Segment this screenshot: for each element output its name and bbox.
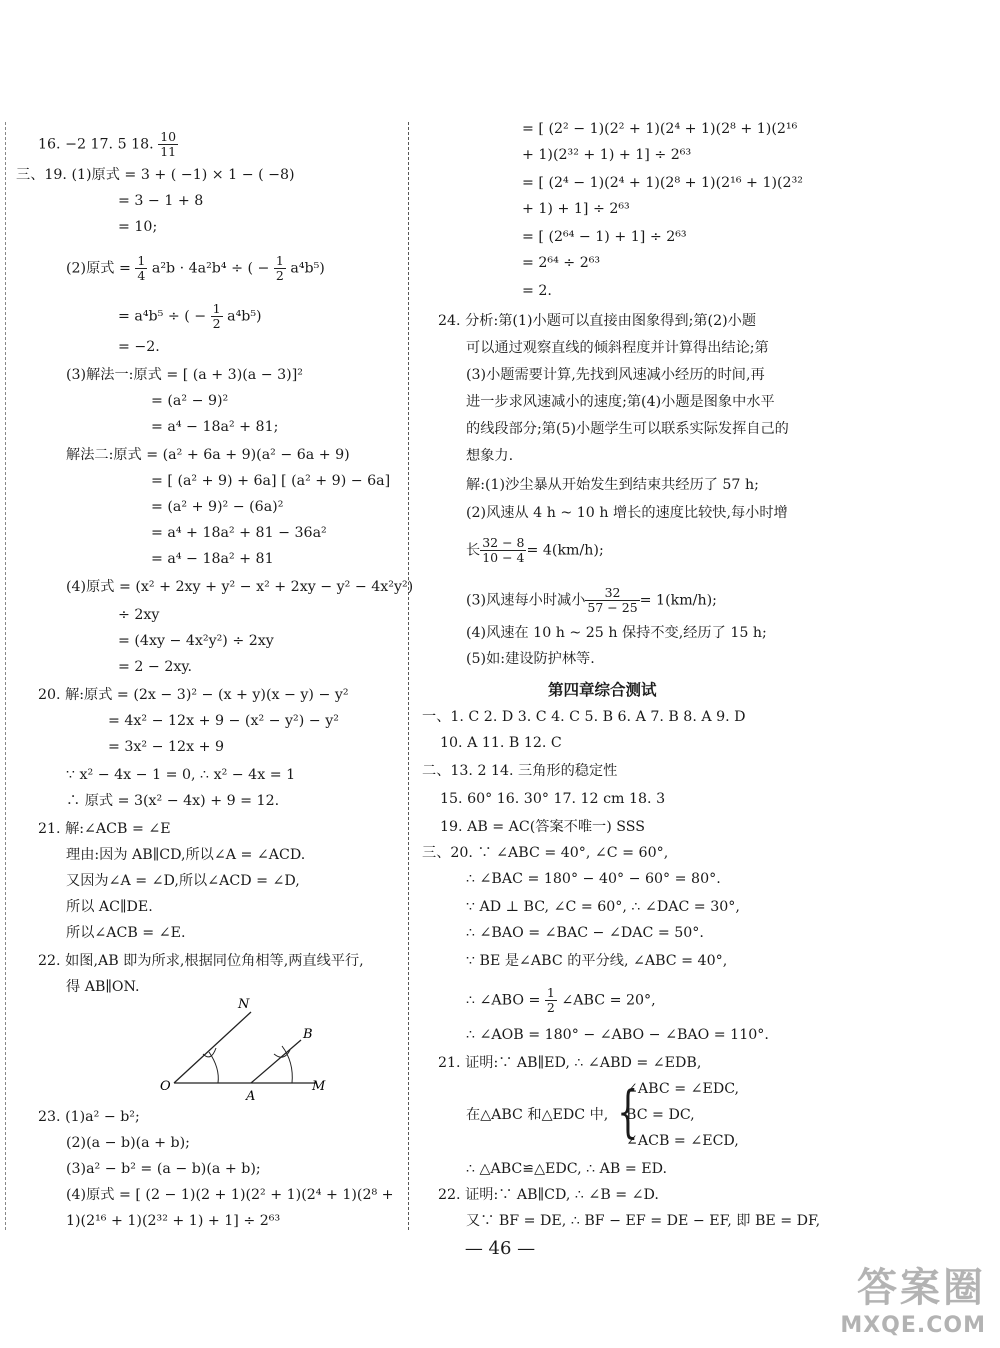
fraction-denominator: 11 [160, 144, 177, 159]
answer-line: (3)a² − b² = (a − b)(a + b); [66, 1161, 261, 1177]
section-heading: 第四章综合测试 [548, 681, 657, 699]
answer-text: = 1(km/h); [639, 592, 717, 609]
answer-line: 理由:因为 AB∥CD,所以∠A = ∠ACD. [66, 847, 306, 863]
answer-line: = a⁴ − 18a² + 81; [151, 419, 279, 435]
answer-line: 20. 解:原式 = (2x − 3)² − (x + y)(x − y) − y² [38, 687, 349, 703]
answer-line: ∴ ∠BAO = ∠BAC − ∠DAC = 50°. [466, 925, 704, 941]
answer-line: = 3 − 1 + 8 [118, 193, 204, 209]
fraction [274, 254, 286, 283]
answer-line: = (a² + 9)² − (6a)² [151, 499, 284, 515]
answer-line: = 2⁶⁴ ÷ 2⁶³ [522, 255, 601, 271]
answer-line [466, 536, 604, 565]
answer-line: = 2. [522, 283, 552, 299]
fraction-denominator: 2 [212, 316, 221, 331]
answer-text: ∴ ∠ABO = [466, 992, 541, 1009]
answer-text: a²b · 4a²b⁴ ÷ ( − [151, 260, 270, 277]
answer-line: 在△ABC 和△EDC 中, [466, 1107, 609, 1123]
answer-line: 22. 证明:∵ AB∥CD, ∴ ∠B = ∠D. [438, 1187, 659, 1203]
answer-line [38, 130, 178, 159]
fraction-denominator: 2 [275, 268, 284, 283]
answer-line: 三、19. (1)原式 = 3 + ( −1) × 1 − ( −8) [16, 167, 295, 183]
fraction [135, 254, 147, 283]
watermark-text: 答案圈 [857, 1265, 986, 1311]
line-ab [251, 1040, 301, 1083]
page-number: — 46 — [464, 1238, 536, 1259]
answer-line: = 3x² − 12x + 9 [108, 739, 225, 755]
answer-line: 进一步求风速减小的速度;第(4)小题是图象中水平 [466, 394, 775, 410]
brace: { [617, 1080, 639, 1145]
fraction-numerator: 32 − 8 [482, 535, 525, 550]
answer-line: ∴ ∠AOB = 180° − ∠ABO − ∠BAO = 110°. [466, 1027, 769, 1043]
answer-line: = 10; [118, 219, 158, 235]
answer-text: = a⁴b⁵ ÷ ( − [118, 308, 207, 325]
answer-line: = a⁴ − 18a² + 81 [151, 551, 274, 567]
answer-line: + 1) + 1] ÷ 2⁶³ [522, 201, 630, 217]
answer-line: ∵ AD ⊥ BC, ∠C = 60°, ∴ ∠DAC = 30°, [466, 899, 740, 915]
answer-text: (2)原式 = [66, 260, 131, 277]
answer-text: a⁴b⁵) [290, 260, 325, 277]
answer-line: 二、13. 2 14. 三角形的稳定性 [422, 763, 618, 779]
answer-line: BC = DC, [626, 1107, 695, 1123]
answer-line: 得 AB∥ON. [66, 979, 140, 995]
answer-line: 21. 解:∠ACB = ∠E [38, 821, 171, 837]
fraction [545, 986, 557, 1015]
fraction-denominator: 2 [546, 1000, 555, 1015]
answer-line: = [ (2⁶⁴ − 1) + 1] ÷ 2⁶³ [522, 229, 687, 245]
ray-on [174, 1012, 251, 1083]
answer-line: 解法二:原式 = (a² + 6a + 9)(a² − 6a + 9) [66, 447, 350, 463]
answer-line: 解:(1)沙尘暴从开始发生到结束共经历了 57 h; [466, 477, 759, 493]
answer-line: ∴ △ABC≌△EDC, ∴ AB = ED. [466, 1161, 667, 1177]
answer-line: ∠ABC = ∠EDC, [626, 1081, 740, 1097]
answer-line: 又因为∠A = ∠D,所以∠ACD = ∠D, [66, 873, 300, 889]
answer-line [118, 302, 262, 331]
fraction-numerator: 10 [160, 129, 177, 144]
answer-line [466, 586, 717, 615]
answer-text: 长 [466, 542, 481, 559]
fraction [211, 302, 223, 331]
answer-line: = [ (2² − 1)(2² + 1)(2⁴ + 1)(2⁸ + 1)(2¹⁶ [522, 121, 798, 137]
answer-text: 16. −2 17. 5 18. [38, 136, 154, 153]
answer-line: 19. AB = AC(答案不唯一) SSS [440, 819, 645, 835]
answer-line: 一、1. C 2. D 3. C 4. C 5. B 6. A 7. B 8. A 9. D [422, 709, 746, 725]
answer-line: ÷ 2xy [118, 607, 160, 623]
answer-line: (2)风速从 4 h ~ 10 h 增长的速度比较快,每小时增 [466, 505, 788, 521]
label-a: A [246, 1089, 256, 1104]
answer-line: ∵ BE 是∠ABC 的平分线, ∠ABC = 40°, [466, 953, 728, 969]
answer-line: 所以∠ACB = ∠E. [66, 925, 186, 941]
answer-line: (4)原式 = (x² + 2xy + y² − x² + 2xy − y² − 4x²y²) [66, 579, 414, 595]
answer-line: = a⁴ + 18a² + 81 − 36a² [151, 525, 327, 541]
answer-line: 所以 AC∥DE. [66, 899, 153, 915]
answer-line: ∵ x² − 4x − 1 = 0, ∴ x² − 4x = 1 [66, 767, 296, 783]
fraction-numerator: 1 [546, 985, 555, 1000]
left-margin-rule [5, 122, 6, 1230]
fraction [158, 130, 178, 159]
answer-line: (3)小题需要计算,先找到风速减小经历的时间,再 [466, 367, 765, 383]
answer-line: ∠ACB = ∠ECD, [626, 1133, 739, 1149]
label-o: O [160, 1079, 171, 1094]
answer-text: = 4(km/h); [526, 542, 604, 559]
answer-line: 三、20. ∵ ∠ABC = 40°, ∠C = 60°, [422, 845, 669, 861]
watermark-url: MXQE.COM [840, 1313, 986, 1338]
label-b: B [303, 1027, 313, 1042]
answer-line: = (a² − 9)² [151, 393, 229, 409]
watermark-logo [840, 1256, 986, 1338]
fraction-numerator: 32 [585, 586, 639, 601]
fraction-numerator: 1 [212, 301, 221, 316]
answer-line: = [ (a² + 9) + 6a] [ (a² + 9) − 6a] [151, 473, 391, 489]
answer-line: 21. 证明:∵ AB∥ED, ∴ ∠ABD = ∠EDB, [438, 1055, 702, 1071]
answer-line: = −2. [118, 339, 160, 355]
answer-line: (4)风速在 10 h ~ 25 h 保持不变,经历了 15 h; [466, 625, 767, 641]
answer-line: 24. 分析:第(1)小题可以直接由图象得到;第(2)小题 [438, 313, 757, 329]
answer-line [466, 986, 656, 1015]
answer-line: 23. (1)a² − b²; [38, 1109, 140, 1125]
answer-line: = [ (2⁴ − 1)(2⁴ + 1)(2⁸ + 1)(2¹⁶ + 1)(2³² [522, 175, 803, 191]
answer-text: (3)风速每小时减小 [466, 592, 586, 609]
fraction-numerator: 1 [275, 253, 284, 268]
answer-line: 的线段部分;第(5)小题学生可以联系实际发挥自己的 [466, 421, 789, 437]
answer-line: = (4xy − 4x²y²) ÷ 2xy [118, 633, 274, 649]
answer-line: (5)如:建设防护林等. [466, 651, 595, 667]
answer-text: ∠ABC = 20°, [561, 992, 656, 1009]
fraction-denominator: 57 − 25 [587, 600, 638, 615]
fraction [480, 536, 526, 565]
answer-line [66, 254, 325, 283]
answer-text: a⁴b⁵) [227, 308, 262, 325]
answer-line: (3)解法一:原式 = [ (a + 3)(a − 3)]² [66, 367, 303, 383]
answer-line: = 4x² − 12x + 9 − (x² − y²) − y² [108, 713, 339, 729]
answer-line: (2)(a − b)(a + b); [66, 1135, 190, 1151]
answer-line: 可以通过观察直线的倾斜程度并计算得出结论;第 [466, 340, 769, 356]
answer-line: 1)(2¹⁶ + 1)(2³² + 1) + 1] ÷ 2⁶³ [66, 1213, 281, 1229]
answer-line: ∴ ∠BAC = 180° − 40° − 60° = 80°. [466, 871, 721, 887]
answer-line: 10. A 11. B 12. C [440, 735, 562, 751]
answer-line: 想象力. [466, 448, 514, 464]
answer-line: (4)原式 = [ (2 − 1)(2 + 1)(2² + 1)(2⁴ + 1)(2⁸ + [66, 1187, 394, 1203]
label-m: M [312, 1079, 326, 1094]
answer-line: 又∵ BF = DE, ∴ BF − EF = DE − EF, 即 BE = DF, [466, 1213, 821, 1229]
fraction [585, 586, 639, 615]
fraction-denominator: 4 [137, 268, 146, 283]
answer-line: 22. 如图,AB 即为所求,根据同位角相等,两直线平行, [38, 953, 364, 969]
construction-figure [156, 992, 346, 1112]
answer-line: 15. 60° 16. 30° 17. 12 cm 18. 3 [440, 791, 666, 807]
answer-line: = 2 − 2xy. [118, 659, 192, 675]
label-n: N [238, 997, 250, 1012]
column-divider [408, 122, 409, 1230]
answer-line: ∴ 原式 = 3(x² − 4x) + 9 = 12. [66, 793, 280, 809]
fraction-numerator: 1 [137, 253, 146, 268]
fraction-denominator: 10 − 4 [482, 550, 525, 565]
answer-line: + 1)(2³² + 1) + 1] ÷ 2⁶³ [522, 147, 692, 163]
